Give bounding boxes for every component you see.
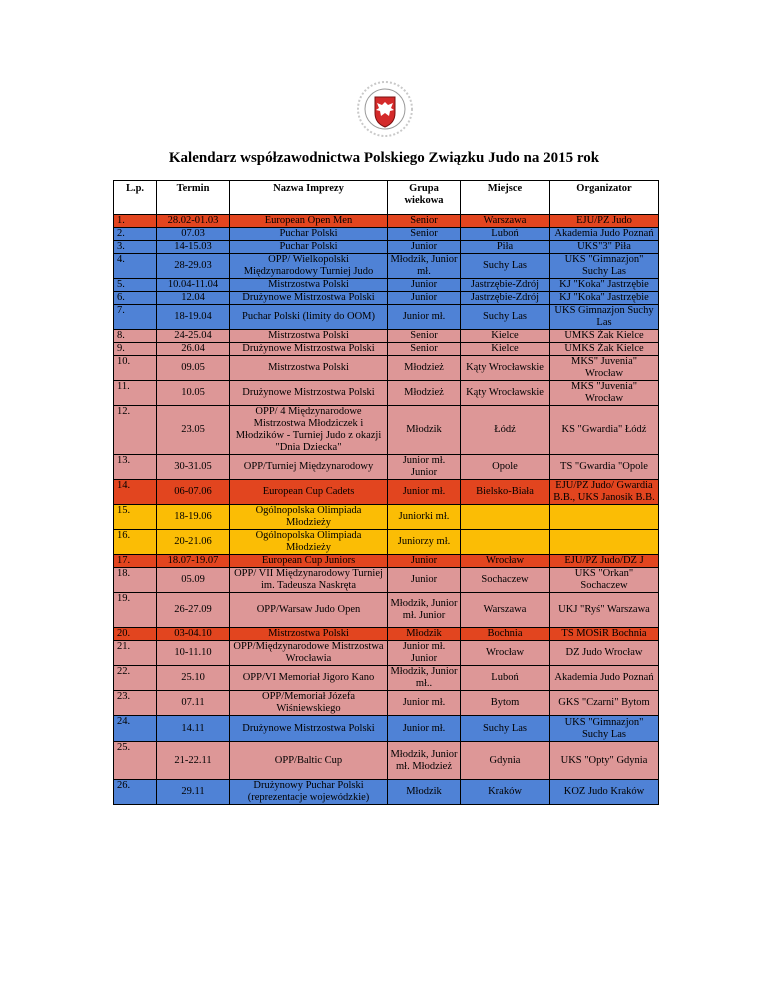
cell-lp: 12. xyxy=(114,406,157,455)
cell-lp: 13. xyxy=(114,455,157,480)
table-row xyxy=(114,356,659,381)
cell-termin: 23.05 xyxy=(157,406,230,455)
cell-miejsce xyxy=(461,530,550,555)
calendar-table xyxy=(113,180,659,805)
cell-grupa: Senior xyxy=(388,330,461,343)
cell-grupa: Junior xyxy=(388,279,461,292)
cell-termin: 21-22.11 xyxy=(157,742,230,780)
cell-lp: 1. xyxy=(114,215,157,228)
cell-termin: 18.07-19.07 xyxy=(157,555,230,568)
table-row xyxy=(114,292,659,305)
cell-termin: 30-31.05 xyxy=(157,455,230,480)
cell-miejsce: Luboń xyxy=(461,666,550,691)
cell-grupa: Junior mł. xyxy=(388,305,461,330)
table-row xyxy=(114,568,659,593)
cell-lp: 2. xyxy=(114,228,157,241)
cell-lp: 20. xyxy=(114,628,157,641)
table-row xyxy=(114,530,659,555)
cell-grupa: Młodzik, Junior mł. xyxy=(388,254,461,279)
cell-miejsce: Suchy Las xyxy=(461,716,550,742)
cell-organizator: KOZ Judo Kraków xyxy=(550,780,659,805)
cell-termin: 24-25.04 xyxy=(157,330,230,343)
cell-miejsce: Wrocław xyxy=(461,555,550,568)
page-title: Kalendarz współzawodnictwa Polskiego Związku Judo na 2015 rok xyxy=(168,150,600,166)
cell-termin: 18-19.04 xyxy=(157,305,230,330)
table-row xyxy=(114,305,659,330)
header-lp: L.p. xyxy=(114,181,157,215)
cell-grupa: Junior mł. xyxy=(388,691,461,716)
cell-grupa: Młodzik xyxy=(388,406,461,455)
header-grupa: Grupa wiekowa xyxy=(388,181,461,215)
table-row xyxy=(114,254,659,279)
cell-grupa: Senior xyxy=(388,228,461,241)
cell-organizator: UKS"3" Piła xyxy=(550,241,659,254)
cell-nazwa: Mistrzostwa Polski xyxy=(230,330,388,343)
cell-miejsce: Sochaczew xyxy=(461,568,550,593)
cell-organizator: UKS "Opty" Gdynia xyxy=(550,742,659,780)
cell-lp: 7. xyxy=(114,305,157,330)
cell-organizator: UKS "Gimnazjon" Suchy Las xyxy=(550,716,659,742)
cell-nazwa: Puchar Polski (limity do OOM) xyxy=(230,305,388,330)
cell-lp: 3. xyxy=(114,241,157,254)
cell-grupa: Młodzik, Junior mł.. xyxy=(388,666,461,691)
cell-organizator: Akademia Judo Poznań xyxy=(550,666,659,691)
cell-lp: 5. xyxy=(114,279,157,292)
cell-organizator: UMKS Żak Kielce xyxy=(550,343,659,356)
cell-lp: 26. xyxy=(114,780,157,805)
cell-organizator: UKS "Gimnazjon" Suchy Las xyxy=(550,254,659,279)
cell-nazwa: Ogólnopolska Olimpiada Młodzieży xyxy=(230,530,388,555)
cell-organizator: DZ Judo Wrocław xyxy=(550,641,659,666)
cell-miejsce: Wrocław xyxy=(461,641,550,666)
cell-miejsce: Jastrzębie-Zdrój xyxy=(461,292,550,305)
cell-nazwa: Drużynowe Mistrzostwa Polski xyxy=(230,716,388,742)
cell-organizator: TS MOSiR Bochnia xyxy=(550,628,659,641)
cell-miejsce: Bochnia xyxy=(461,628,550,641)
cell-termin: 25.10 xyxy=(157,666,230,691)
cell-miejsce: Łódź xyxy=(461,406,550,455)
table-row xyxy=(114,641,659,666)
cell-termin: 12.04 xyxy=(157,292,230,305)
cell-miejsce: Suchy Las xyxy=(461,305,550,330)
header-miejsce: Miejsce xyxy=(461,181,550,215)
table-row xyxy=(114,716,659,742)
cell-miejsce: Kielce xyxy=(461,330,550,343)
cell-termin: 03-04.10 xyxy=(157,628,230,641)
cell-termin: 09.05 xyxy=(157,356,230,381)
cell-miejsce: Kąty Wrocławskie xyxy=(461,356,550,381)
cell-termin: 28.02-01.03 xyxy=(157,215,230,228)
cell-termin: 18-19.06 xyxy=(157,505,230,530)
cell-lp: 6. xyxy=(114,292,157,305)
cell-miejsce: Opole xyxy=(461,455,550,480)
cell-termin: 26-27.09 xyxy=(157,593,230,628)
cell-nazwa: OPP/VI Memoriał Jigoro Kano xyxy=(230,666,388,691)
table-row xyxy=(114,228,659,241)
cell-lp: 4. xyxy=(114,254,157,279)
cell-grupa: Junior mł. xyxy=(388,716,461,742)
cell-nazwa: OPP/Memoriał Józefa Wiśniewskiego xyxy=(230,691,388,716)
cell-nazwa: European Cup Juniors xyxy=(230,555,388,568)
cell-lp: 8. xyxy=(114,330,157,343)
cell-nazwa: Ogólnopolska Olimpiada Młodzieży xyxy=(230,505,388,530)
cell-nazwa: Puchar Polski xyxy=(230,228,388,241)
cell-nazwa: European Open Men xyxy=(230,215,388,228)
cell-grupa: Junior xyxy=(388,555,461,568)
cell-grupa: Junior xyxy=(388,292,461,305)
cell-nazwa: OPP/Turniej Międzynarodowy xyxy=(230,455,388,480)
cell-miejsce xyxy=(461,505,550,530)
cell-grupa: Młodzik, Junior mł. Młodzież xyxy=(388,742,461,780)
table-header-row xyxy=(114,181,659,215)
cell-nazwa: Drużynowe Mistrzostwa Polski xyxy=(230,381,388,406)
cell-organizator: EJU/PZ Judo xyxy=(550,215,659,228)
cell-lp: 17. xyxy=(114,555,157,568)
table-body xyxy=(114,215,659,805)
cell-miejsce: Suchy Las xyxy=(461,254,550,279)
polish-eagle-emblem xyxy=(356,80,414,138)
cell-lp: 25. xyxy=(114,742,157,780)
table-row xyxy=(114,406,659,455)
cell-grupa: Młodzik xyxy=(388,780,461,805)
cell-nazwa: OPP/Warsaw Judo Open xyxy=(230,593,388,628)
cell-organizator xyxy=(550,530,659,555)
cell-termin: 14-15.03 xyxy=(157,241,230,254)
table-row xyxy=(114,691,659,716)
cell-grupa: Junior xyxy=(388,241,461,254)
cell-grupa: Młodzież xyxy=(388,381,461,406)
cell-organizator: UKJ "Ryś" Warszawa xyxy=(550,593,659,628)
cell-miejsce: Warszawa xyxy=(461,215,550,228)
cell-lp: 22. xyxy=(114,666,157,691)
cell-lp: 11. xyxy=(114,381,157,406)
cell-termin: 05.09 xyxy=(157,568,230,593)
cell-lp: 10. xyxy=(114,356,157,381)
cell-termin: 10-11.10 xyxy=(157,641,230,666)
cell-grupa: Junior mł. xyxy=(388,480,461,505)
cell-miejsce: Warszawa xyxy=(461,593,550,628)
table-row xyxy=(114,381,659,406)
cell-lp: 18. xyxy=(114,568,157,593)
cell-termin: 07.03 xyxy=(157,228,230,241)
cell-miejsce: Bielsko-Biała xyxy=(461,480,550,505)
cell-lp: 21. xyxy=(114,641,157,666)
cell-lp: 16. xyxy=(114,530,157,555)
cell-organizator xyxy=(550,505,659,530)
table-row xyxy=(114,780,659,805)
cell-nazwa: OPP/Baltic Cup xyxy=(230,742,388,780)
cell-miejsce: Piła xyxy=(461,241,550,254)
cell-lp: 19. xyxy=(114,593,157,628)
cell-grupa: Junior mł. Junior xyxy=(388,641,461,666)
cell-organizator: Akademia Judo Poznań xyxy=(550,228,659,241)
cell-organizator: TS "Gwardia "Opole xyxy=(550,455,659,480)
cell-miejsce: Kąty Wrocławskie xyxy=(461,381,550,406)
table-row xyxy=(114,593,659,628)
cell-termin: 29.11 xyxy=(157,780,230,805)
cell-lp: 15. xyxy=(114,505,157,530)
cell-miejsce: Gdynia xyxy=(461,742,550,780)
cell-organizator: MKS" Juvenia" Wrocław xyxy=(550,356,659,381)
cell-grupa: Młodzik, Junior mł. Junior xyxy=(388,593,461,628)
table-row xyxy=(114,742,659,780)
cell-grupa: Senior xyxy=(388,215,461,228)
table-row xyxy=(114,480,659,505)
table-row xyxy=(114,343,659,356)
cell-nazwa: European Cup Cadets xyxy=(230,480,388,505)
cell-organizator: KS "Gwardia" Łódź xyxy=(550,406,659,455)
cell-termin: 26.04 xyxy=(157,343,230,356)
cell-organizator: UKS Gimnazjon Suchy Las xyxy=(550,305,659,330)
cell-organizator: KJ "Koka" Jastrzębie xyxy=(550,279,659,292)
table-row xyxy=(114,241,659,254)
cell-termin: 06-07.06 xyxy=(157,480,230,505)
cell-organizator: MKS "Juvenia" Wrocław xyxy=(550,381,659,406)
cell-grupa: Młodzież xyxy=(388,356,461,381)
cell-nazwa: OPP/ Wielkopolski Międzynarodowy Turniej Judo xyxy=(230,254,388,279)
table-row xyxy=(114,628,659,641)
cell-grupa: Junior xyxy=(388,568,461,593)
cell-nazwa: OPP/ 4 Międzynarodowe Mistrzostwa Młodziczek i Młodzików - Turniej Judo z okazji "Dnia Dziecka" xyxy=(230,406,388,455)
cell-termin: 14.11 xyxy=(157,716,230,742)
cell-nazwa: Drużynowe Mistrzostwa Polski xyxy=(230,343,388,356)
table-row xyxy=(114,215,659,228)
cell-nazwa: OPP/Międzynarodowe Mistrzostwa Wrocławia xyxy=(230,641,388,666)
cell-nazwa: Mistrzostwa Polski xyxy=(230,628,388,641)
header-nazwa: Nazwa Imprezy xyxy=(230,181,388,215)
cell-lp: 23. xyxy=(114,691,157,716)
table-row xyxy=(114,455,659,480)
table-row xyxy=(114,555,659,568)
cell-grupa: Juniorzy mł. xyxy=(388,530,461,555)
table-row xyxy=(114,330,659,343)
cell-organizator: UKS "Orkan" Sochaczew xyxy=(550,568,659,593)
cell-miejsce: Luboń xyxy=(461,228,550,241)
cell-nazwa: Mistrzostwa Polski xyxy=(230,356,388,381)
cell-nazwa: Puchar Polski xyxy=(230,241,388,254)
cell-nazwa: Mistrzostwa Polski xyxy=(230,279,388,292)
cell-grupa: Młodzik xyxy=(388,628,461,641)
table-row xyxy=(114,666,659,691)
cell-organizator: GKS "Czarni" Bytom xyxy=(550,691,659,716)
cell-nazwa: OPP/ VII Międzynarodowy Turniej im. Tadeusza Naskręta xyxy=(230,568,388,593)
cell-organizator: EJU/PZ Judo/ Gwardia B.B., UKS Janosik B.B. xyxy=(550,480,659,505)
cell-grupa: Senior xyxy=(388,343,461,356)
cell-grupa: Juniorki mł. xyxy=(388,505,461,530)
cell-lp: 24. xyxy=(114,716,157,742)
cell-lp: 14. xyxy=(114,480,157,505)
cell-termin: 28-29.03 xyxy=(157,254,230,279)
cell-miejsce: Jastrzębie-Zdrój xyxy=(461,279,550,292)
cell-nazwa: Drużynowe Mistrzostwa Polski xyxy=(230,292,388,305)
cell-nazwa: Drużynowy Puchar Polski (reprezentacje wojewódzkie) xyxy=(230,780,388,805)
cell-lp: 9. xyxy=(114,343,157,356)
table-row xyxy=(114,279,659,292)
cell-miejsce: Bytom xyxy=(461,691,550,716)
cell-termin: 10.04-11.04 xyxy=(157,279,230,292)
cell-termin: 07.11 xyxy=(157,691,230,716)
cell-miejsce: Kielce xyxy=(461,343,550,356)
cell-organizator: KJ "Koka" Jastrzębie xyxy=(550,292,659,305)
cell-termin: 20-21.06 xyxy=(157,530,230,555)
cell-grupa: Junior mł. Junior xyxy=(388,455,461,480)
table-row xyxy=(114,505,659,530)
header-termin: Termin xyxy=(157,181,230,215)
cell-organizator: UMKS Żak Kielce xyxy=(550,330,659,343)
cell-organizator: EJU/PZ Judo/DZ J xyxy=(550,555,659,568)
cell-miejsce: Kraków xyxy=(461,780,550,805)
header-organizator: Organizator xyxy=(550,181,659,215)
cell-termin: 10.05 xyxy=(157,381,230,406)
